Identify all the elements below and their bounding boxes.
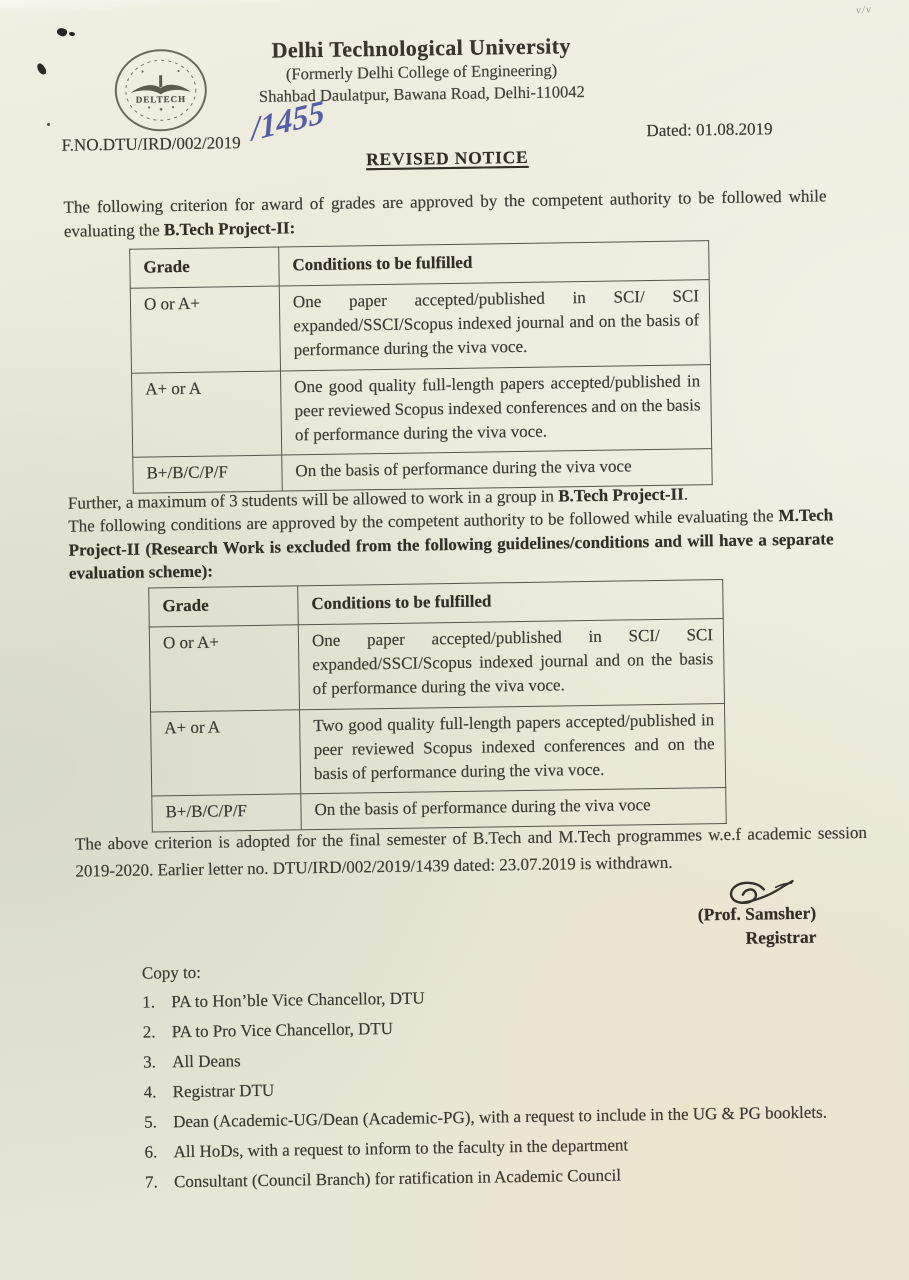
notice-title: REVISED NOTICE — [365, 146, 529, 170]
copy-item-number: 6. — [144, 1142, 158, 1162]
copy-to-label: Copy to: — [141, 962, 202, 983]
table-row — [132, 364, 712, 457]
condition-cell: On the basis of performance during the viva voce — [282, 449, 712, 491]
grade-cell: O or A+ — [149, 625, 299, 712]
copy-item-number: 4. — [143, 1082, 157, 1102]
copy-item-text: PA to Pro Vice Chancellor, DTU — [171, 1018, 394, 1041]
group-rule-text: Further, a maximum of 3 students will be allowed to work in a group in — [67, 486, 559, 513]
file-number: F.NO.DTU/IRD/002/2019 — [61, 133, 241, 155]
corner-annotation: v/v — [855, 3, 873, 17]
date-line: Dated: 01.08.2019 — [646, 119, 773, 141]
grade-header-cell: Grade — [149, 586, 299, 627]
copy-item-number: 2. — [142, 1022, 156, 1042]
condition-cell: One paper accepted/published in SCI/ SCI expanded/SSCI/Scopus indexed journal and on the basis of performance during the viva voce. — [279, 280, 710, 371]
grade-cell: O or A+ — [130, 286, 280, 373]
copy-item-text: All HoDs, with a request to inform to the faculty in the department — [173, 1135, 629, 1162]
university-title: Delhi Technological University — [271, 33, 572, 63]
btech-project-emphasis: B.Tech Project-II — [558, 484, 684, 506]
grade-cell: A+ or A — [151, 709, 301, 796]
svg-text:DELTECH: DELTECH — [135, 93, 187, 105]
letterhead — [141, 30, 702, 109]
middle-paragraph — [68, 480, 834, 584]
grade-cell: B+/B/C/P/F — [152, 794, 302, 832]
copy-item-text: Registrar DTU — [172, 1080, 275, 1102]
condition-cell: Two good quality full-length papers accepted/published in peer reviewed Scopus indexed conferences and on the basis of performance during the viva voce. — [300, 703, 726, 794]
grade-cell: B+/B/C/P/F — [133, 455, 283, 493]
grade-cell: A+ or A — [132, 371, 282, 458]
copy-item-text: Dean (Academic-UG/Dean (Academic-PG), with a request to include in the UG & PG booklets. — [172, 1102, 828, 1132]
copy-item — [144, 1070, 892, 1106]
copy-item — [143, 1009, 891, 1045]
closing-paragraph: The above criterion is adopted for the final semester of B.Tech and M.Tech programmes w.e.f academic session 2019-2020. Earlier letter no. DTU/IRD/002/2019/1439 dated: 23.07.2019 is withdrawn. — [74, 822, 868, 881]
conditions-header-cell: Conditions to be fulfilled — [298, 580, 724, 625]
copy-item-text: All Deans — [172, 1051, 241, 1072]
conditions-header-cell: Conditions to be fulfilled — [279, 241, 710, 286]
mtech-grading-table — [148, 579, 727, 833]
copy-item — [144, 1130, 892, 1166]
university-address: Shahbad Daulatpur, Bawana Road, Delhi-110042 — [258, 82, 585, 106]
condition-cell: One good quality full-length papers accepted/published in peer reviewed Scopus indexed conferences and on the basis of performance during the viva voce. — [280, 364, 711, 455]
signatory-title: Registrar — [745, 926, 817, 948]
grade-header-cell: Grade — [130, 247, 280, 288]
btech-grading-table — [129, 240, 713, 494]
btech-project-emphasis: B.Tech Project-II: — [163, 218, 296, 240]
mtech-project-emphasis: M.Tech Project-II (Research Work is excluded from the following guidelines/conditions and will have a separate evaluation scheme): — [68, 505, 834, 583]
period: . — [683, 484, 689, 504]
copy-item-number: 5. — [143, 1112, 158, 1132]
intro-paragraph — [63, 184, 827, 243]
copy-item — [143, 1039, 891, 1075]
copy-item — [145, 1160, 893, 1196]
mtech-intro-text: The following conditions are approved by the competent authority to be followed while evaluating the — [68, 506, 779, 536]
copy-item-number: 3. — [143, 1052, 157, 1072]
copy-item-text: PA to Hon’ble Vice Chancellor, DTU — [171, 988, 425, 1011]
copy-to-section — [142, 952, 893, 1196]
copy-item-number: 1. — [142, 992, 156, 1012]
table-row — [151, 703, 726, 796]
copy-item-text: Consultant (Council Branch) for ratification in Academic Council — [173, 1166, 622, 1192]
signatory-name: (Prof. Samsher) — [697, 902, 817, 925]
handwritten-dispatch-number: /1455 — [250, 94, 326, 149]
copy-item — [144, 1100, 892, 1136]
copy-item-number: 7. — [144, 1172, 158, 1193]
table-row — [149, 619, 724, 712]
intro-text: The following criterion for award of grades are approved by the competent authority to be followed while evaluating the — [63, 186, 827, 241]
condition-cell: On the basis of performance during the viva voce — [301, 787, 726, 829]
table-row — [130, 280, 710, 373]
condition-cell: One paper accepted/published in SCI/ SCI expanded/SSCI/Scopus indexed journal and on the basis of performance during the viva voce. — [298, 619, 724, 710]
university-subtitle: (Formerly Delhi College of Engineering) — [285, 60, 558, 84]
signature-block — [604, 901, 817, 952]
copy-item — [142, 979, 890, 1015]
